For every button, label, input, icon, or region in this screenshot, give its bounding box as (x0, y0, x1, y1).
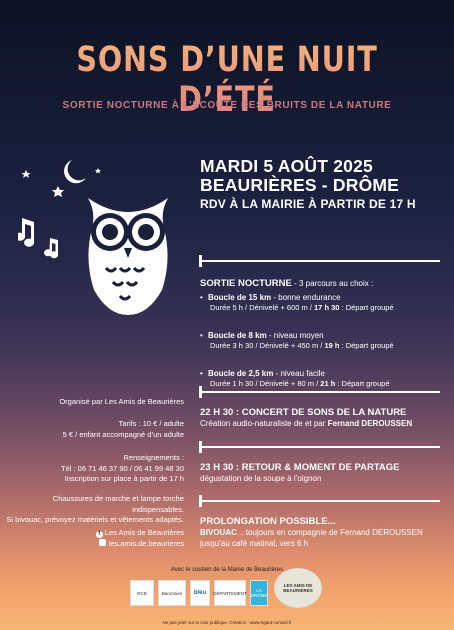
owl-illustration (78, 190, 178, 320)
sortie-title-text: SORTIE NOCTURNE (200, 278, 292, 289)
organiser-text: Organisé par Les Amis de Beaurières (59, 397, 184, 406)
renseignements (61, 453, 184, 485)
tarif-adult: Tarifs : 10 € / adulte (118, 419, 184, 428)
route-depart: : Départ groupé (339, 341, 394, 350)
retour-title: 23 H 30 : RETOUR & MOMENT DE PARTAGE (200, 462, 400, 473)
route-time: 17 h 30 (314, 303, 340, 312)
sortie-section (200, 278, 450, 389)
note-shoes: Chaussures de marche et lampe torche indispensables. (52, 494, 184, 514)
route-depart: : Départ groupé (339, 303, 394, 312)
route-depart: : Départ groupé (335, 379, 390, 388)
divider (200, 260, 440, 262)
instagram-link[interactable] (96, 539, 184, 550)
prolongation-section (200, 516, 450, 549)
instagram-icon (99, 539, 106, 546)
star-icon (52, 186, 64, 197)
concert-desc: Création audio-naturaliste de et par (200, 419, 328, 428)
retour-section (200, 462, 450, 484)
concert-section (200, 407, 450, 429)
route-item: • Boucle de 15 km - bonne endurance Durée 5 h / Dénivelé + 600 m / 17 h 30 : Départ groupé (200, 293, 394, 312)
prolongation-text-2: jusqu’au café matinal, vers 6 h (200, 539, 309, 548)
logo-rcb: RCB (130, 580, 154, 606)
event-rdv: RDV À LA MAIRIE À PARTIR DE 17 H (200, 197, 416, 211)
phone-numbers: Tél : 06 71 46 37 90 / 06 41 99 48 30 (60, 463, 184, 473)
note-bivouac: Si bivouac, prévoyez matériels et vêtements adaptés. (6, 515, 184, 524)
concert-title: 22 H 30 : CONCERT DE SONS DE LA NATURE (200, 407, 407, 418)
star-icon (22, 170, 31, 178)
footer-note: Ne pas jeter sur la voie publique. Création : www.rigaut-conseil.fr (162, 620, 292, 625)
route-time: 21 h (320, 379, 336, 388)
event-date: MARDI 5 AOÛT 2025 (200, 156, 373, 176)
route-detail: Durée 3 h 30 / Dénivelé + 450 m / (210, 341, 325, 350)
divider (200, 391, 440, 393)
event-place: BEAURIÈRES - DRÔME (200, 175, 400, 195)
logo-baronnies: Baronnies (158, 580, 186, 606)
music-notes-icon (18, 216, 73, 266)
concert-text (200, 418, 450, 429)
retour-text: dégustation de la soupe à l’oignon (200, 474, 322, 483)
divider (200, 446, 440, 448)
route-item: • Boucle de 2,5 km - niveau facile Durée 1 h 30 / Dénivelé + 80 m / 21 h : Départ groupé (200, 369, 390, 388)
practical-notes (0, 494, 184, 526)
route-detail: Durée 1 h 30 / Dénivelé + 80 m / (210, 379, 321, 388)
route-detail: Durée 5 h / Dénivelé + 600 m / (210, 303, 315, 312)
facebook-link[interactable] (96, 528, 184, 539)
concert-author: Fernand DEROUSSEN (327, 419, 413, 428)
logo-amis-beaurieres: LES AMIS DE BEAURIÈRES (274, 568, 322, 608)
tarif-child: 5 € / enfant accompagné d’un adulte (62, 429, 184, 439)
inscription-text: Inscription sur place à partir de 17 h (64, 474, 184, 483)
bivouac-label: BIVOUAC (200, 528, 237, 537)
social-links (96, 528, 184, 549)
prolongation-text: ... toujours en compagnie de Fernand DEROUSSEN (236, 528, 423, 537)
route-level: - bonne endurance (271, 293, 341, 302)
prolongation-title: PROLONGATION POSSIBLE... (200, 516, 336, 527)
instagram-label: les.amis.de.beaurieres (108, 538, 184, 548)
renseignements-title: Renseignements : (123, 453, 184, 462)
sortie-title (200, 278, 450, 289)
star-icon (95, 168, 101, 174)
route-name: Boucle de 15 km (208, 293, 272, 302)
event-date-place (200, 157, 399, 195)
moon-icon (64, 160, 86, 183)
logo-bleu: bleu (190, 580, 210, 606)
route-name: Boucle de 8 km (208, 331, 267, 340)
route-level: - niveau moyen (266, 331, 324, 340)
poster-title: SONS D’UNE NUIT D’ÉTÉ (41, 40, 413, 120)
logo-departement: DÉPARTEMENT (214, 580, 246, 606)
tarifs (63, 419, 184, 440)
route-time: 19 h (324, 341, 340, 350)
route-name: Boucle de 2,5 km (208, 369, 274, 378)
logo-drome: LA DRÔME (250, 580, 268, 606)
route-item: • Boucle de 8 km - niveau moyen Durée 3 h 30 / Dénivelé + 450 m / 19 h : Départ groupé (200, 331, 394, 350)
facebook-label: Les Amis de Beaurières (104, 528, 184, 537)
poster-subtitle: SORTIE NOCTURNE À L’ÉCOUTE DES BRUITS DE LA NATURE (62, 100, 392, 111)
divider (200, 500, 440, 502)
facebook-icon: f (96, 531, 103, 538)
route-level: - niveau facile (273, 369, 325, 378)
sortie-title-suffix: - 3 parcours au choix : (291, 279, 374, 288)
support-text: Avec le soutien de la Mairie de Beaurières (170, 567, 284, 573)
